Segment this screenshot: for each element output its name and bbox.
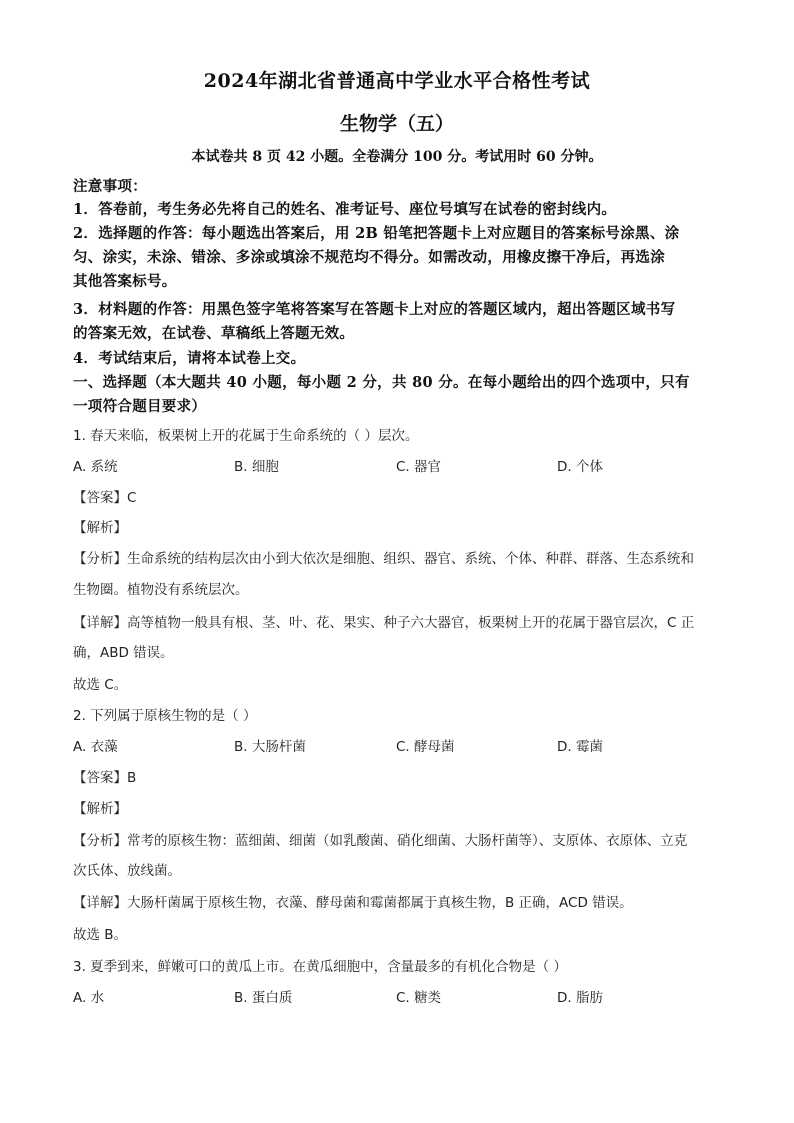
answer-line (73, 766, 733, 786)
analysis-tag: 【解析】 (73, 801, 127, 817)
choose-line: 故选 C。 (73, 677, 128, 693)
notes-item: 4．考试结束后，请将本试卷上交。 (73, 350, 306, 367)
option-a: A. 水 (73, 990, 105, 1006)
detail-tag: 【详解】 (73, 615, 127, 631)
notes-item: 1．答卷前，考生务必先将自己的姓名、准考证号、座位号填写在试卷的密封线内。 (73, 201, 617, 218)
option-b: B. 细胞 (234, 459, 279, 475)
notes-item: 匀、涂实，未涂、错涂、多涂或填涂不规范均不得分。如需改动，用橡皮擦干净后，再选涂 (73, 249, 665, 266)
option-b: B. 蛋白质 (234, 990, 293, 1006)
exam-info: 本试卷共 8 页 42 小题。全卷满分 100 分。考试用时 60 分钟。 (191, 149, 603, 165)
option-b: B. 大肠杆菌 (234, 739, 306, 755)
question-stem: 2. 下列属于原核生物的是（ ） (73, 708, 257, 724)
notes-heading: 注意事项： (73, 178, 147, 195)
option-a: A. 衣藻 (73, 739, 118, 755)
question-stem: 3. 夏季到来，鲜嫩可口的黄瓜上市。在黄瓜细胞中，含量最多的有机化合物是（ ） (73, 959, 567, 975)
option-d: D. 个体 (557, 459, 603, 475)
answer-tag: 【答案】 (73, 490, 127, 506)
option-c: C. 酵母菌 (396, 739, 455, 755)
answer-tag: 【答案】 (73, 770, 127, 786)
answer-value: C (127, 490, 137, 506)
option-c: C. 器官 (396, 459, 442, 475)
section-heading-line1: 一、选择题（本大题共 40 小题，每小题 2 分，共 80 分。在每小题给出的四个选项中，只有 (73, 374, 690, 391)
notes-item: 其他答案标号。 (73, 273, 177, 290)
option-d: D. 霉菌 (557, 739, 603, 755)
detail-text: 确，ABD 错误。 (73, 645, 174, 661)
choose-line: 故选 B。 (73, 927, 128, 943)
option-c: C. 糖类 (396, 990, 442, 1006)
analysis-tag: 【解析】 (73, 520, 127, 536)
fenxi-text: 生命系统的结构层次由小到大依次是细胞、组织、器官、系统、个体、种群、群落、生态系统和 (127, 551, 694, 567)
fenxi-line (73, 829, 733, 849)
fenxi-text: 生物圈。植物没有系统层次。 (73, 582, 249, 598)
answer-value: B (127, 770, 137, 786)
fenxi-tag: 【分析】 (73, 833, 127, 849)
option-d: D. 脂肪 (557, 990, 603, 1006)
notes-item: 的答案无效，在试卷、草稿纸上答题无效。 (73, 325, 355, 342)
answer-line (73, 486, 733, 506)
fenxi-tag: 【分析】 (73, 551, 127, 567)
fenxi-text: 次氏体、放线菌。 (73, 863, 181, 879)
detail-tag: 【详解】 (73, 895, 127, 911)
detail-line (73, 891, 733, 911)
option-a: A. 系统 (73, 459, 118, 475)
fenxi-text: 常考的原核生物：蓝细菌、细菌（如乳酸菌、硝化细菌、大肠杆菌等）、支原体、衣原体、立克 (127, 833, 688, 849)
notes-item: 2．选择题的作答：每小题选出答案后，用 2B 铅笔把答题卡上对应题目的答案标号涂黑、涂 (73, 225, 680, 242)
detail-text: 大肠杆菌属于原核生物，衣藻、酵母菌和霉菌都属于真核生物，B 正确，ACD 错误。 (127, 895, 633, 911)
section-heading-line2: 一项符合题目要求） (73, 398, 207, 415)
detail-text: 高等植物一般具有根、茎、叶、花、果实、种子六大器官，板栗树上开的花属于器官层次，C 正 (127, 615, 695, 631)
detail-line (73, 611, 733, 631)
exam-subtitle: 生物学（五） (339, 113, 454, 135)
exam-title: 2024年湖北省普通高中学业水平合格性考试 (203, 70, 591, 92)
notes-item: 3．材料题的作答：用黑色签字笔将答案写在答题卡上对应的答题区域内，超出答题区域书写 (73, 301, 676, 318)
fenxi-line (73, 547, 733, 567)
question-stem: 1. 春天来临，板栗树上开的花属于生命系统的（ ）层次。 (73, 428, 419, 444)
